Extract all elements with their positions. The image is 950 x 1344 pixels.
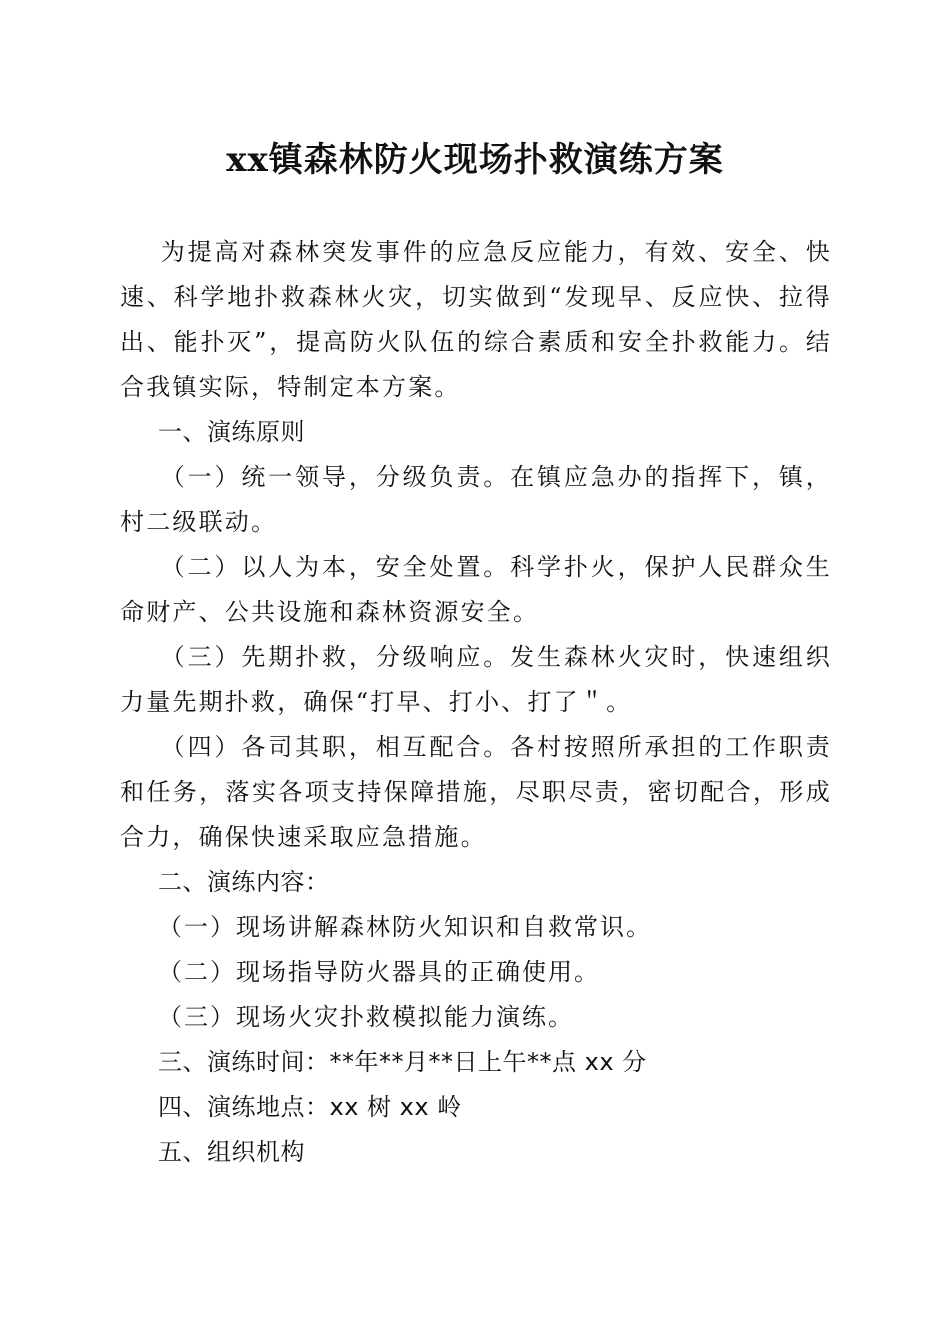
principle-paragraph-2: （二）以人为本，安全处置。科学扑火，保护人民群众生命财产、公共设施和森林资源安全。 xyxy=(120,553,832,626)
intro-paragraph: 为提高对森林突发事件的应急反应能力，有效、安全、快速、科学地扑救森林火灾，切实做到“发现早、反应快、拉得出、能扑灭”，提高防火队伍的综合素质和安全扑救能力。结合我镇实际，特制定本方案。 xyxy=(120,238,832,401)
content-item-3: （三）现场火灾扑救模拟能力演练。 xyxy=(158,1003,574,1031)
section-heading-principles: 一、演练原则 xyxy=(158,418,305,446)
principle-paragraph-1: （一）统一领导，分级负责。在镇应急办的指挥下，镇，村二级联动。 xyxy=(120,463,832,536)
section-heading-time: 三、演练时间：**年**月**日上午**点 xx 分 xyxy=(158,1048,647,1076)
document-title: xx镇森林防火现场扑救演练方案 xyxy=(226,140,724,180)
section-heading-content: 二、演练内容： xyxy=(158,868,330,896)
section-heading-location: 四、演练地点：xx 树 xx 岭 xyxy=(158,1093,462,1121)
principle-paragraph-3: （三）先期扑救，分级响应。发生森林火灾时，快速组织力量先期扑救，确保“打早、打小、打了＂。 xyxy=(120,643,832,716)
section-heading-organization: 五、组织机构 xyxy=(158,1138,305,1166)
principle-paragraph-4: （四）各司其职，相互配合。各村按照所承担的工作职责和任务，落实各项支持保障措施，尽职尽责，密切配合，形成合力，确保快速采取应急措施。 xyxy=(120,733,832,851)
content-item-2: （二）现场指导防火器具的正确使用。 xyxy=(158,958,600,986)
document-body xyxy=(120,230,832,1175)
content-item-1: （一）现场讲解森林防火知识和自救常识。 xyxy=(158,913,652,941)
